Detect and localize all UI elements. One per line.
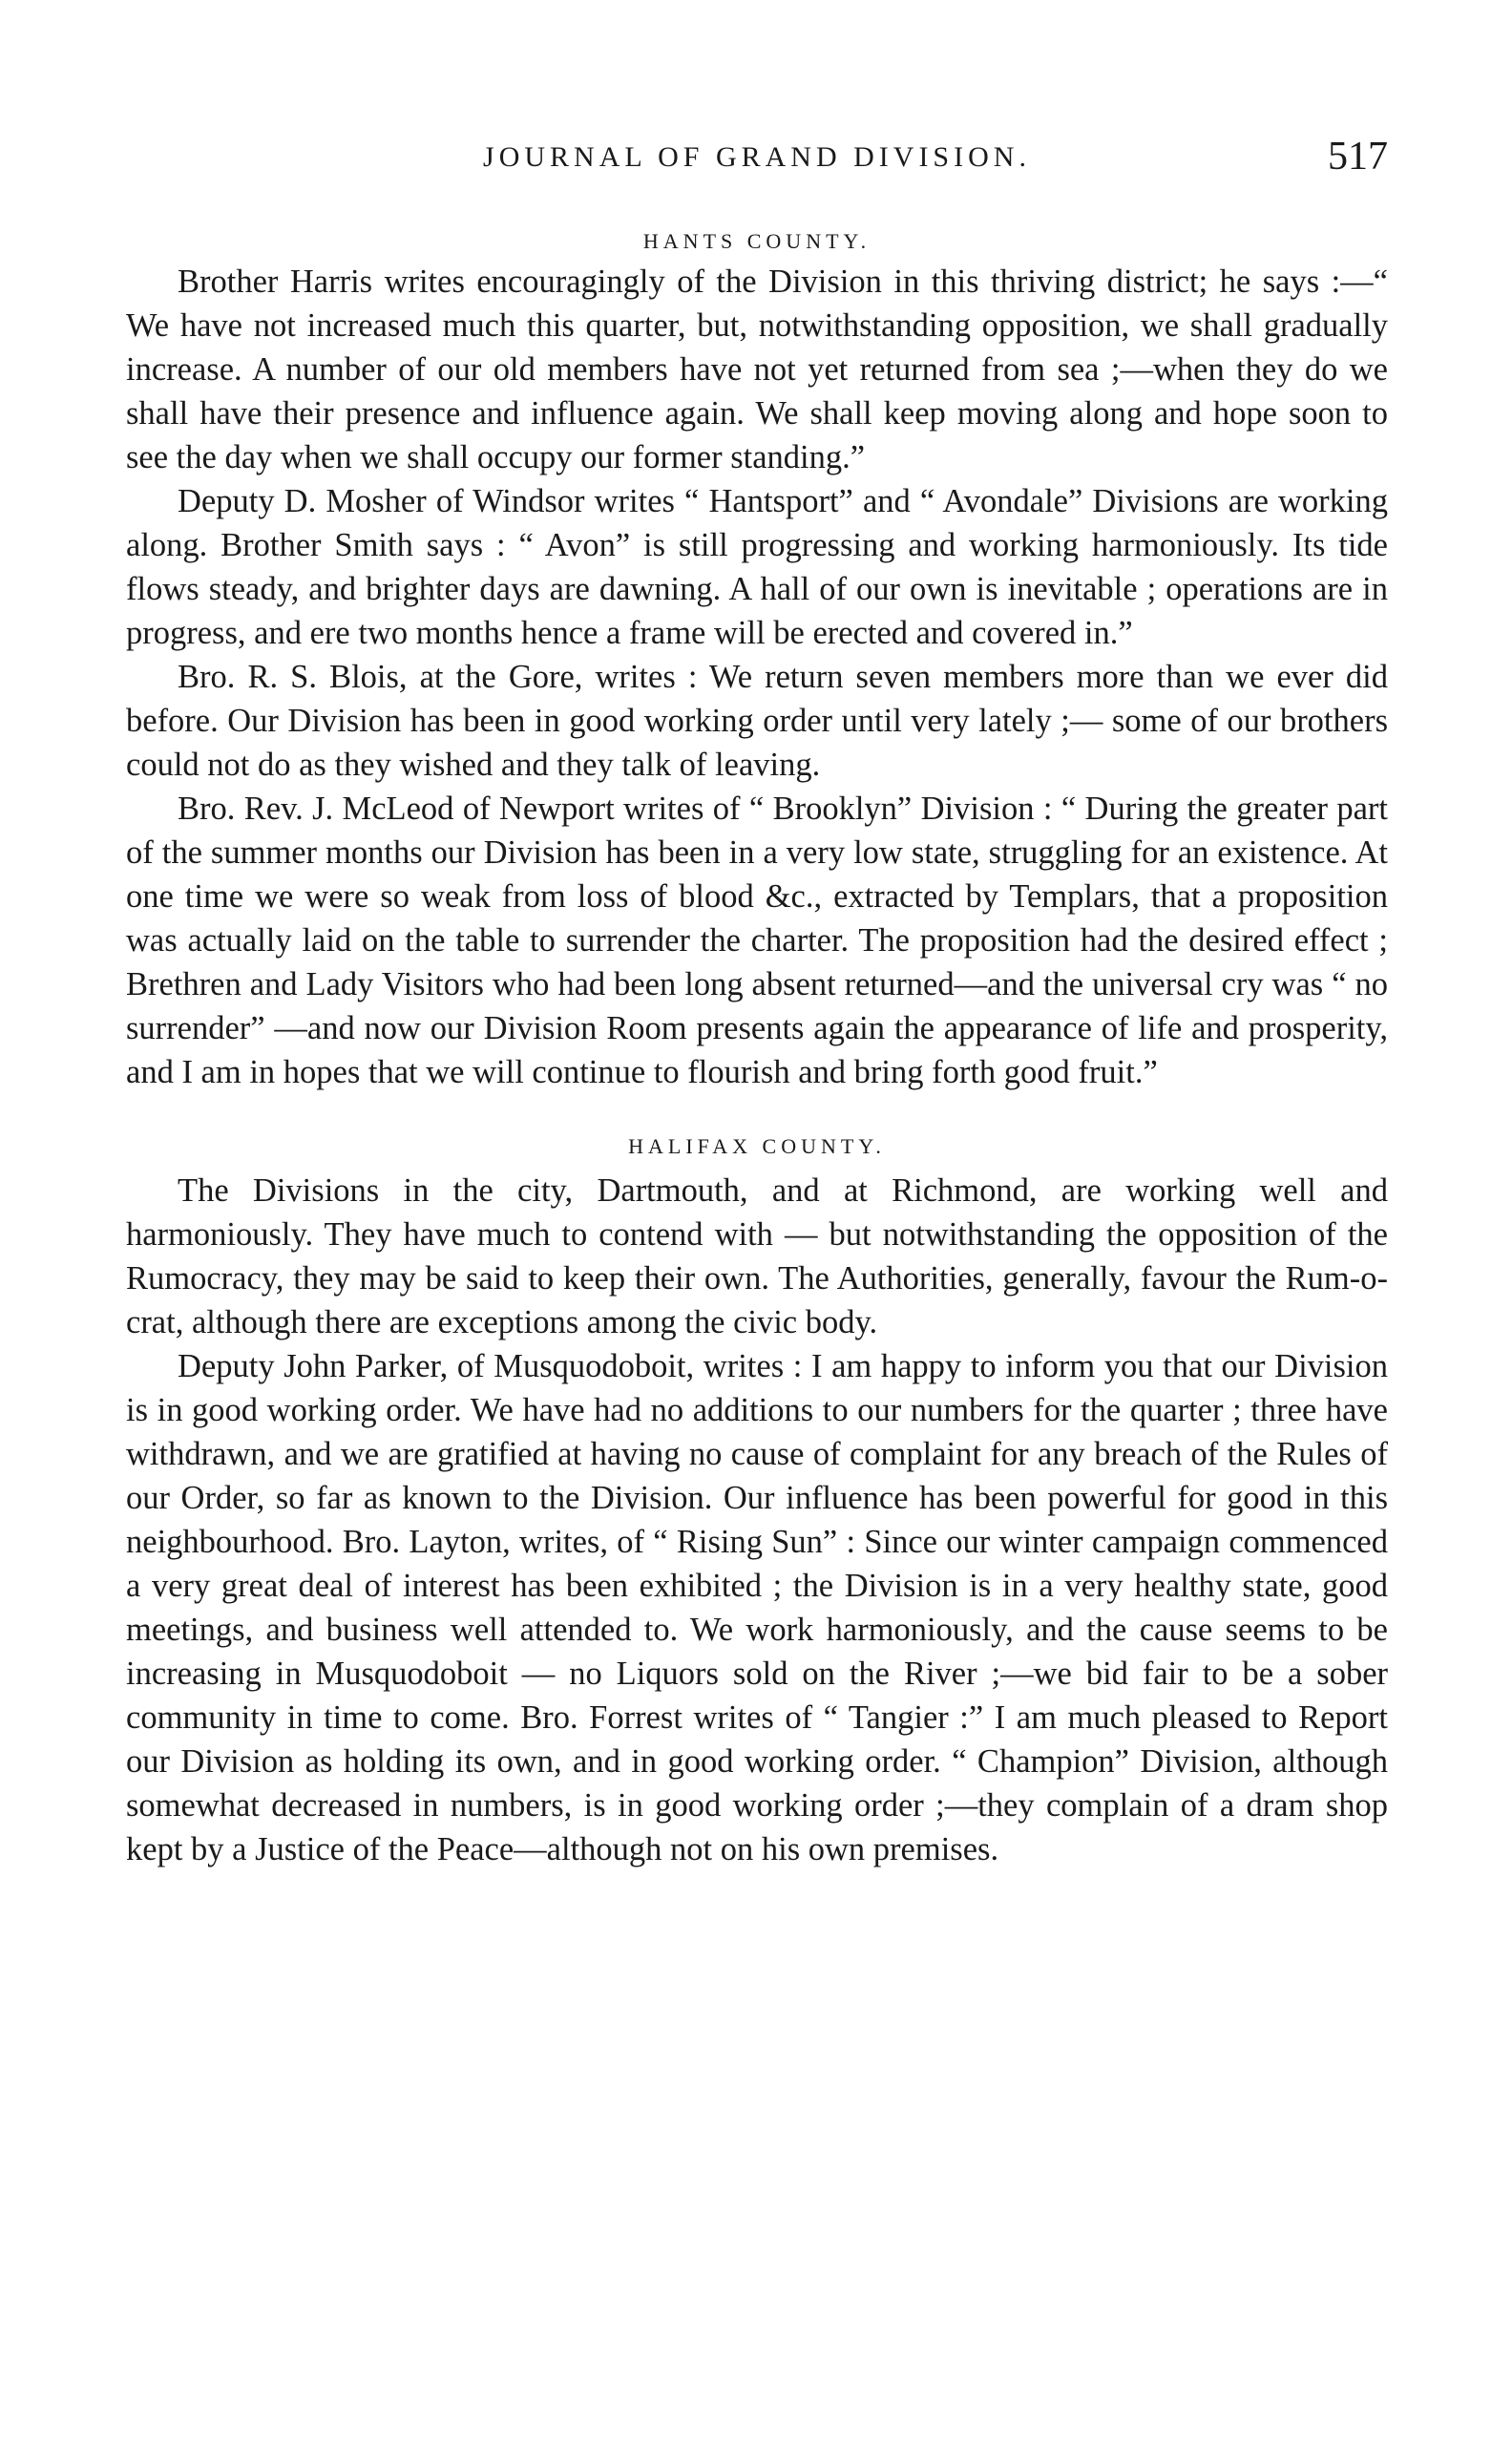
paragraph: Bro. R. S. Blois, at the Gore, writes : We return seven members more than we ever did before. Our Division has been in good working order until very lately ;— some of our brothers could not do as they wished and they talk of leaving. [126, 659, 1388, 783]
paragraph: Deputy John Parker, of Musquodoboit, writes : I am happy to inform you that our Division is in good working order. We have had no additions to our numbers for the quarter ; three have withdrawn, and we are gratified at having no cause of complaint for any breach of the Rules of our Order, so far as known to the Division. Our influence has been powerful for good in this neighbourhood. Bro. Layton, writes, of “ Rising Sun” : Since our winter campaign commenced a very great deal of interest has been exhibited ; the Division is in a very healthy state, good meetings, and business well attended to. We work harmoniously, and the cause seems to be increasing in Musquodoboit — no Liquors sold on the River ;—we bid fair to be a sober community in time to come. Bro. Forrest writes of “ Tangier :” I am much pleased to Report our Division as holding its own, and in good working order. “ Champion” Division, although somewhat decreased in numbers, is in good working order ;—they complain of a dram shop kept by a Justice of the Peace—although not on his own premises. [126, 1348, 1388, 1867]
paragraph: Deputy D. Mosher of Windsor writes “ Hantsport” and “ Avondale” Divisions are working along. Brother Smith says : “ Avon” is still progressing and working harmoniously. Its tide flows steady, and brighter days are dawning. A hall of our own is inevitable ; operations are in progress, and ere two months hence a frame will be erected and covered in.” [126, 483, 1388, 651]
section-hants-county [126, 229, 1388, 1094]
page-number: 517 [1328, 135, 1388, 179]
section-heading: HALIFAX COUNTY. [628, 1134, 886, 1158]
paragraph: Brother Harris writes encouragingly of the Division in this thriving district; he says :—“ We have not increased much this quarter, but, notwithstanding opposition, we shall gradually increase. A number of our old members have not yet returned from sea ;—when they do we shall have their presence and influence again. We shall keep moving along and hope soon to see the day when we shall occupy our former standing.” [126, 264, 1388, 475]
section-halifax-county [126, 1134, 1388, 1871]
paragraph: Bro. Rev. J. McLeod of Newport writes of “ Brooklyn” Division : “ During the greater part of the summer months our Division has been in a very low state, struggling for an existence. At one time we were so weak from loss of blood &c., extracted by Templars, that a proposition was actually laid on the table to surrender the charter. The proposition had the desired effect ; Brethren and Lady Visitors who had been long absent returned—and the universal cry was “ no surrender” —and now our Division Room presents again the appearance of life and prosperity, and I am in hopes that we will continue to flourish and bring forth good fruit.” [126, 791, 1388, 1090]
document-page [126, 134, 1388, 1871]
running-title: JOURNAL OF GRAND DIVISION. [483, 141, 1031, 173]
running-header [126, 134, 1388, 191]
section-heading: HANTS COUNTY. [642, 229, 872, 253]
paragraph: The Divisions in the city, Dartmouth, and at Richmond, are working well and harmoniously. They have much to contend with — but notwithstanding the opposition of the Rumocracy, they may be said to keep their own. The Authorities, generally, favour the Rum-o-crat, although there are exceptions among the civic body. [126, 1172, 1388, 1340]
